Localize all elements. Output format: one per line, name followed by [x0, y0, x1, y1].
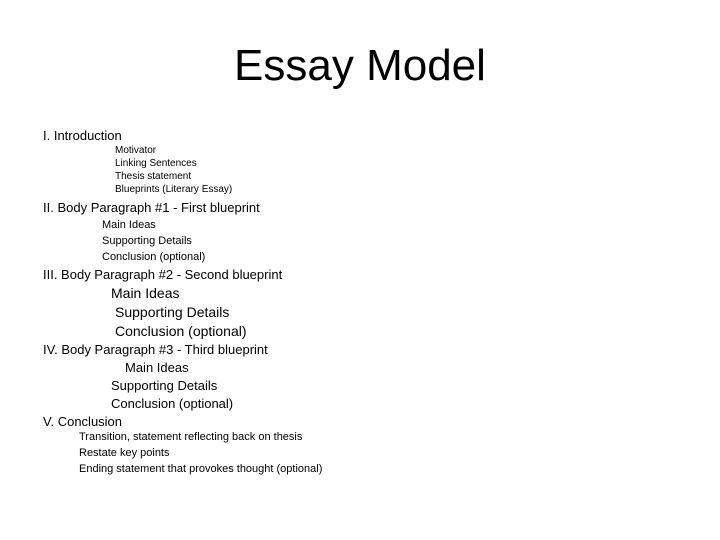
- page-title: Essay Model: [234, 41, 486, 90]
- body1-item: Main Ideas: [102, 219, 156, 231]
- conclusion-item: Ending statement that provokes thought (optional): [79, 463, 323, 475]
- body1-item: Supporting Details: [102, 235, 192, 247]
- conclusion-item: Transition, statement reflecting back on thesis: [79, 431, 303, 443]
- section-heading-body-1: II. Body Paragraph #1 - First blueprint: [43, 200, 260, 215]
- body2-item: Conclusion (optional): [115, 323, 247, 339]
- body2-item: Supporting Details: [115, 304, 230, 320]
- body2-item: Main Ideas: [111, 285, 180, 301]
- body1-item: Conclusion (optional): [102, 251, 206, 263]
- section-heading-introduction: I. Introduction: [43, 128, 122, 143]
- section-heading-conclusion: V. Conclusion: [43, 414, 123, 429]
- body3-item: Conclusion (optional): [111, 396, 234, 411]
- conclusion-item: Restate key points: [79, 447, 170, 459]
- intro-item: Thesis statement: [115, 171, 192, 182]
- intro-item: Motivator: [115, 145, 157, 156]
- body3-item: Main Ideas: [125, 360, 189, 375]
- intro-item: Blueprints (Literary Essay): [115, 184, 233, 195]
- intro-item: Linking Sentences: [115, 158, 197, 169]
- section-heading-body-3: IV. Body Paragraph #3 - Third blueprint: [43, 342, 268, 357]
- section-heading-body-2: III. Body Paragraph #2 - Second blueprint: [43, 267, 283, 282]
- body3-item: Supporting Details: [111, 378, 218, 393]
